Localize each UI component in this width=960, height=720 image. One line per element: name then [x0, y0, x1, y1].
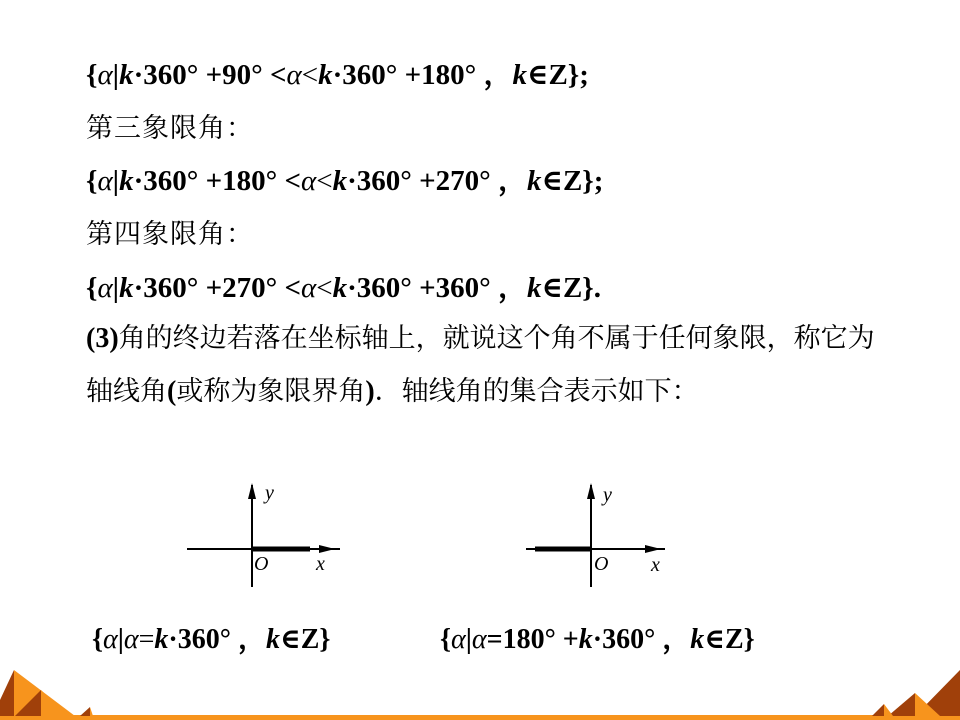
- alpha-symbol: α: [97, 272, 113, 304]
- k-var: k: [690, 624, 705, 655]
- brace: {: [86, 59, 98, 91]
- expr: ·360° +180° ，: [332, 59, 513, 91]
- expr-tail: ∈Z}: [704, 624, 755, 655]
- expr: ·360° +270° ，: [347, 165, 527, 197]
- item-number: (3): [86, 323, 119, 354]
- alpha-symbol: α: [123, 624, 139, 655]
- y-axis-label: y: [265, 482, 274, 504]
- quadrant-3-label: 第三象限角：: [86, 113, 254, 144]
- alpha-symbol: α: [300, 165, 317, 197]
- expr: ·360° ，: [592, 624, 691, 655]
- y-axis-label: y: [603, 484, 612, 506]
- k-var: k: [119, 272, 134, 304]
- k-var: k: [526, 165, 542, 197]
- alpha-symbol: α: [300, 272, 317, 304]
- k-var: k: [512, 59, 527, 91]
- expr-tail: ∈Z}.: [541, 272, 601, 304]
- brace: {: [86, 272, 98, 304]
- x-axis-label: x: [651, 554, 660, 576]
- alpha-symbol: α: [97, 59, 113, 91]
- x-axis-label: x: [316, 553, 325, 575]
- bar: |: [112, 165, 120, 197]
- expr: ·360° +360° ，: [347, 272, 527, 304]
- alpha-symbol: α: [103, 624, 118, 655]
- k-var: k: [119, 165, 134, 197]
- alpha-symbol: α: [286, 59, 302, 91]
- left-pyramid-icon: [0, 670, 93, 716]
- lt: <: [316, 165, 333, 197]
- paragraph-text: 角的终边若落在坐标轴上，就说这个角不属于任何象限，称它为轴线角: [86, 323, 875, 407]
- quadrant-4-label: 第四象限角：: [86, 219, 254, 250]
- k-var: k: [318, 59, 333, 91]
- k-var: k: [332, 165, 348, 197]
- k-var: k: [332, 272, 348, 304]
- expr-tail: ∈Z};: [526, 59, 589, 91]
- brace: {: [440, 624, 452, 655]
- k-var: k: [154, 624, 169, 655]
- k-var: k: [119, 59, 134, 91]
- right-pyramid-icon: [872, 670, 960, 716]
- alpha-symbol: α: [451, 624, 466, 655]
- expr: ·360° +90° <: [133, 59, 287, 91]
- paragraph-text: 或称为象限界角: [176, 376, 366, 407]
- k-var: k: [526, 272, 542, 304]
- bottom-bar: [0, 715, 960, 720]
- alpha-symbol: α: [97, 165, 113, 197]
- expr: ·360° ，: [168, 624, 266, 655]
- k-var: k: [578, 624, 593, 655]
- expr-tail: ∈Z};: [541, 165, 604, 197]
- paren: (: [167, 376, 177, 407]
- lt: <: [316, 272, 333, 304]
- paren: ): [365, 376, 375, 407]
- expr: ·360° +180° <: [133, 165, 301, 197]
- equals: =: [138, 624, 155, 655]
- origin-label: O: [254, 553, 269, 575]
- bar: |: [112, 272, 120, 304]
- origin-label: O: [594, 553, 609, 575]
- paragraph-text: ．轴线角的集合表示如下：: [374, 376, 699, 407]
- bar: |: [117, 624, 124, 655]
- expr-tail: ∈Z}: [279, 624, 331, 655]
- lt: <: [301, 59, 319, 91]
- brace: {: [92, 624, 104, 655]
- k-var: k: [265, 624, 280, 655]
- bar: |: [465, 624, 472, 655]
- expr: =180° +: [486, 624, 579, 655]
- expr: ·360° +270° <: [133, 272, 301, 304]
- brace: {: [86, 165, 98, 197]
- bar: |: [112, 59, 120, 91]
- alpha-symbol: α: [471, 624, 487, 655]
